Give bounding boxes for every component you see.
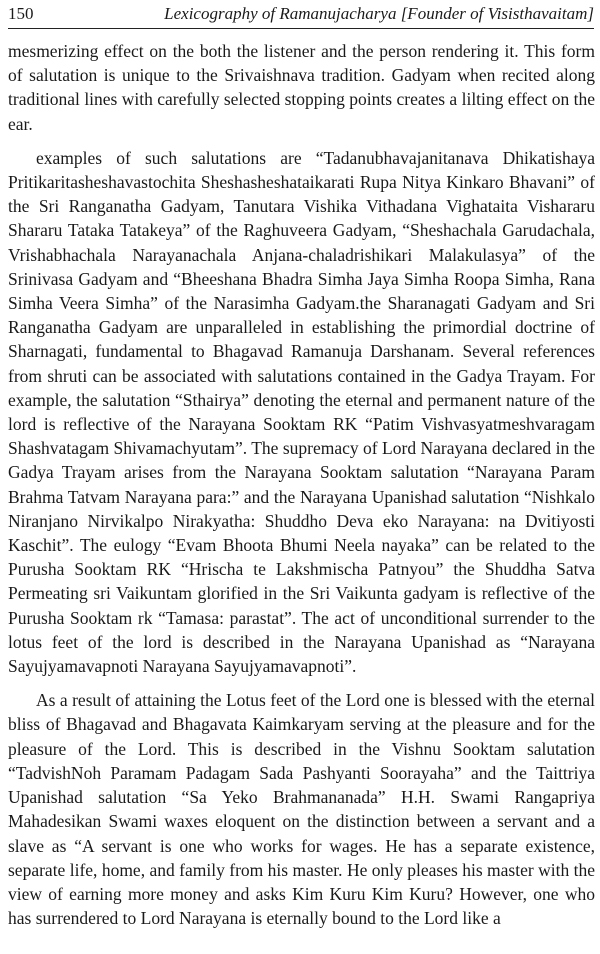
paragraph: As a result of attaining the Lotus feet of the Lord one is blessed with the eternal bliss of Bhagavad and Bhagavata Kaimkaryam serving at the pleasure and for the pleasure of the Lord. This is described in the Vishnu Sooktam salutation “TadvishNoh Paramam Padagam Sada Pashyanti Soorayaha” and the Taittriya Upanishad salutation “Sa Yeko Brahmananada” H.H. Swami Rangapriya Mahadesikan Swami waxes eloquent on the distinction between a servant and a slave as “A servant is one who works for wages. He has a separate existence, separate life, home, and family from his master. He only pleases his master with the view of earning more money and asks Kim Kuru Kim Kuru? However, one who has surrendered to Lord Narayana is eternally bound to the Lord like a (8, 690, 595, 929)
body-text (8, 39, 595, 940)
running-title: Lexicography of Ramanujacharya [Founder of Visisthavaitam] (164, 4, 594, 23)
paragraph-continued: mesmerizing effect on the both the listener and the person rendering it. This form of salutation is unique to the Srivaishnava tradition. Gadyam when recited along traditional lines with carefully selected stopping points creates a lilting effect on the ear. (8, 41, 595, 134)
page-number: 150 (8, 4, 34, 23)
header-rule (8, 28, 594, 29)
paragraph: examples of such salutations are “Tadanubhavajanitanava Dhikatishaya Pritikaritasheshavastochita Sheshasheshataikarati Rupa Nitya Kinkaro Bhavani” of the Sri Ranganatha Gadyam, Tanutara Vishika Vithadana Vighataita Vishararu Shararu Tataka Tatakeya” of the Raghuveera Gadyam, “Sheshachala Garudachala, Vrishabhachala Narayanachala Anjana-chaladrishikari Malakulasya” of the Srinivasa Gadyam and “Bheeshana Bhadra Simha Jaya Simha Roopa Simha, Rana Simha Veera Simha” of the Narasimha Gadyam.the Sharanagati Gadyam and Sri Ranganatha Gadyam are unparalleled in establishing the primordial doctrine of Sharnagati, fundamental to Bhagavad Ramanuja Darshanam. Several references from shruti can be associated with salutations contained in the Gadya Trayam. For example, the salutation “Sthairya” denoting the eternal and permanent nature of the lord is reflective of the Narayana Sooktam RK “Patim Vishvasyatmeshvaragam Shashvatagam Shivamachyutam”. The supremacy of Lord Narayana declared in the Gadya Trayam arises from the Narayana Sooktam salutation “Narayana Param Brahma Tatvam Narayana para:” and the Narayana Upanishad salutation “Nishkalo Niranjano Nirvikalpo Nirakyatha: Shuddho Deva eko Narayana: na Dvitiyosti Kaschit”. The eulogy “Evam Bhoota Bhumi Neela nayaka” can be related to the Purusha Sooktam RK “Hrischa te Lakshmischa Patnyou” the Shuddha Satva Permeating sri Vaikuntam glorified in the Sri Vaikunta gadyam is reflective of the Purusha Sooktam rk “Tamasa: parastat”. The act of unconditional surrender to the lotus feet of the lord is described in the Narayana Upanishad as “Narayana Sayujyamavapnoti Narayana Sayujyamavapnoti”. (8, 147, 595, 677)
running-header (8, 4, 594, 28)
